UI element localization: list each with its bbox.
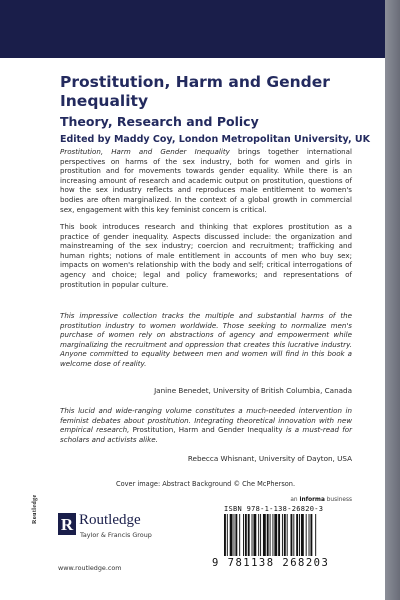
review-quote-2-part-1: This lucid and wide-ranging volume constitutes a much-needed intervention in feminist debates about prostitution. Integrating theoretical innovation with new empirical research, [60, 406, 352, 435]
inline-book-title: Prostitution, Harm and Gender Inequality [132, 425, 283, 435]
cover-image-credit: Cover image: Abstract Background © Che McPherson. [116, 480, 296, 488]
description-paragraph-1-text: brings together international perspectives on harms of the sex industry, both for women and girls in prostitution and for movements towards gender equality. While there is an increasing amount of research and academic output on prostitution, questions of how the sex industry reflects and reproduces male entitlement to women's bodies are often marginalized. In the context of a global growth in commercial sex, engagement with this key feminist concern is critical. [60, 147, 352, 214]
review-quote-2 [60, 406, 352, 444]
review-quote-1: This impressive collection tracks the multiple and substantial harms of the prostitution industry to women worldwide. Those seeking to normalize men's purchase of women rely on abstractions of agency and empowerment while marginalizing the recruitment and oppression that creates this lucrative industry. Anyone committed to equality between men and women will find in this book a welcome dose of reality. [60, 311, 352, 368]
editor-line: Edited by Maddy Coy, London Metropolitan University, UK [60, 134, 370, 145]
top-color-band [0, 0, 400, 58]
review-attribution-2: Rebecca Whisnant, University of Dayton, USA [187, 454, 352, 463]
barcode-number: 9 781138 268203 [212, 557, 330, 569]
publisher-group: Taylor & Francis Group [80, 531, 152, 539]
description-paragraph-1 [60, 147, 352, 214]
routledge-logo-icon [58, 513, 76, 539]
isbn-label: ISBN 978-1-138-26820-3 [224, 505, 324, 513]
informa-business-tag: an informa business [290, 497, 352, 503]
logo-letter: R [60, 515, 74, 534]
inline-book-title: Prostitution, Harm and Gender Inequality [60, 147, 230, 156]
barcode-bars [222, 514, 350, 556]
informa-brand: informa [299, 497, 325, 503]
publisher-name: Routledge [79, 512, 141, 528]
isbn-barcode [222, 514, 350, 556]
spine-edge [385, 0, 400, 600]
review-attribution-1: Janine Benedet, University of British Columbia, Canada [154, 386, 352, 395]
book-title: Prostitution, Harm and Gender Inequality [60, 73, 330, 110]
book-subtitle: Theory, Research and Policy [60, 114, 259, 129]
publisher-spine-label: Routledge [32, 494, 38, 524]
publisher-website[interactable]: www.routledge.com [58, 564, 122, 572]
description-paragraph-2: This book introduces research and thinking that explores prostitution as a practice of gender inequality. Aspects discussed include: the organization and mainstreaming of the sex industry; coercion and recruitment; trafficking and human rights; notions of male entitlement in accounts of men who buy sex; impacts on women's relationship with the body and self; critical interrogations of agency and choice; legal and policy frameworks; and representations of prostitution in popular culture. [60, 222, 352, 289]
review-quote-2-part-2: is a must-read for scholars and activists alike. [60, 425, 352, 444]
